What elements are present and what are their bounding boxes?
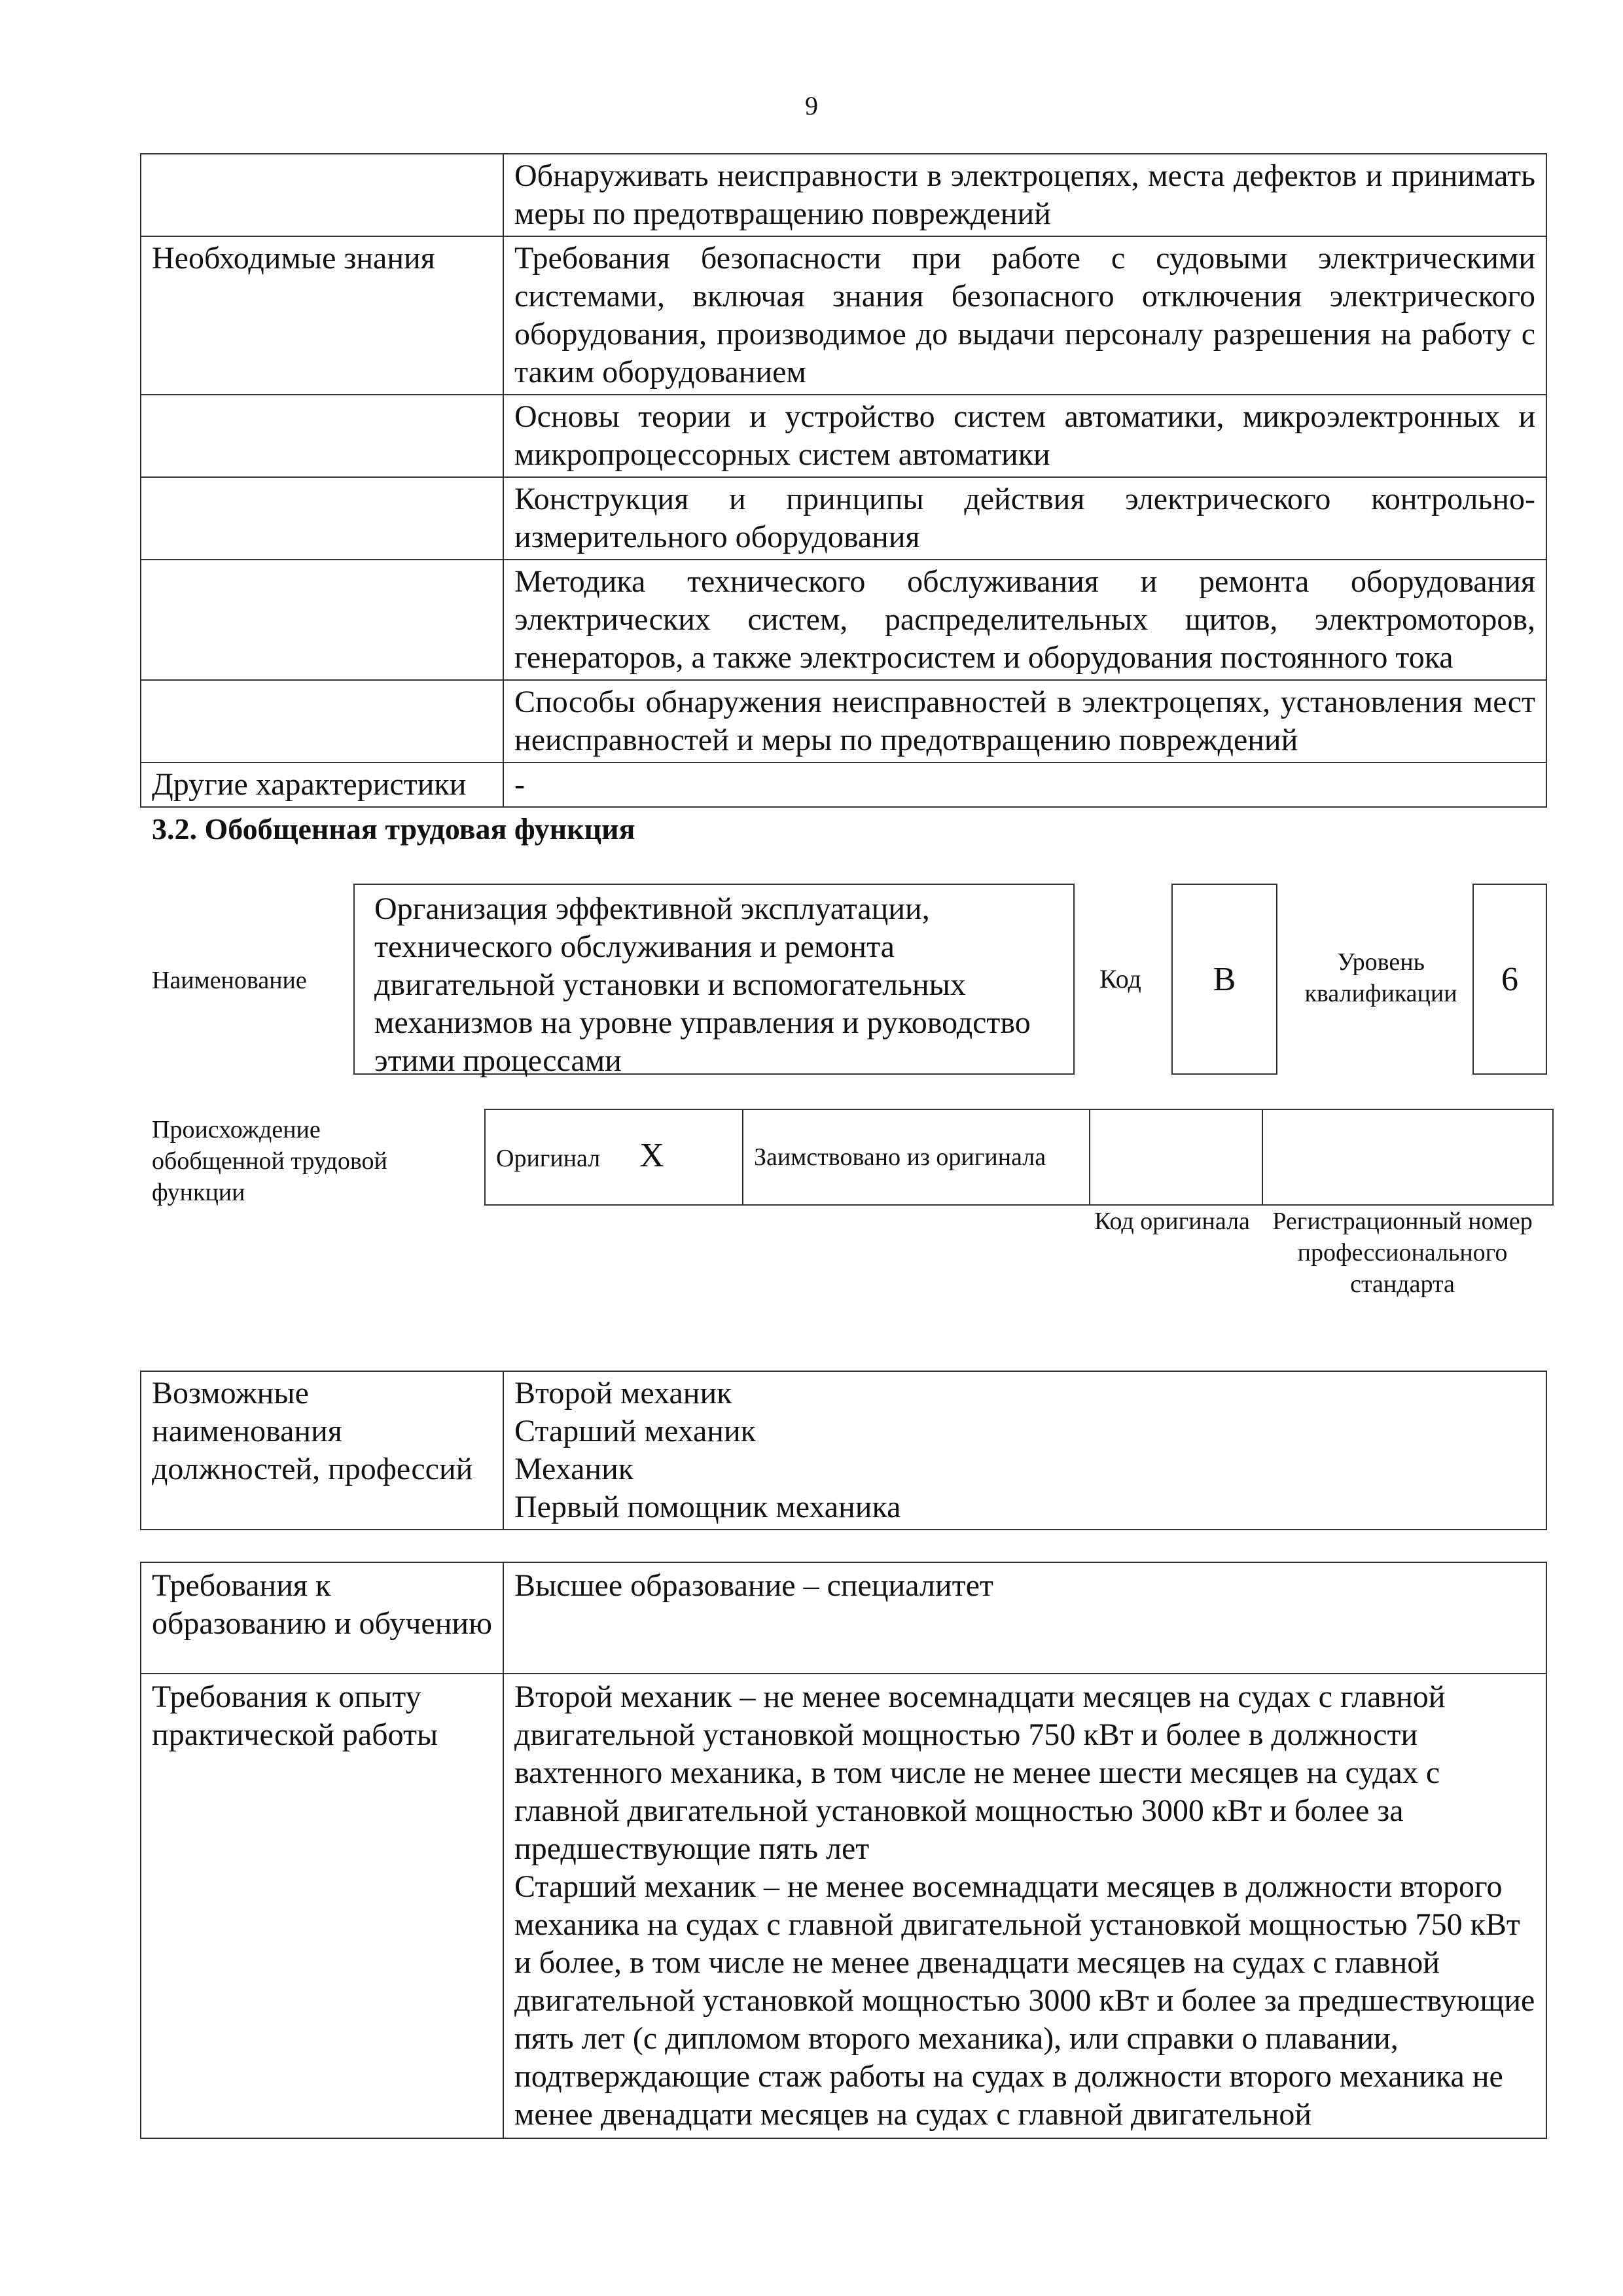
list-item: Механик — [514, 1452, 634, 1486]
borrowed-label: Заимствовано из оригинала — [743, 1109, 1090, 1205]
code-original-cell — [1090, 1109, 1262, 1205]
table-row — [141, 680, 1546, 762]
table-row — [141, 1674, 1546, 2138]
table-row — [141, 154, 1546, 236]
row-label: Другие характеристики — [141, 762, 503, 807]
row-label — [141, 560, 503, 680]
reg-number-cell — [1262, 1109, 1553, 1205]
function-name-box: Организация эффективной эксплуатации, технического обслуживания и ремонта двигательной установки и вспомогательных механизмов на уровне управления и руководство этими процессами — [353, 884, 1075, 1075]
row-text: Основы теории и устройство систем автоматики, микроэлектронных и микропроцессорных систем автоматики — [503, 395, 1546, 477]
experience-paragraph: Старший механик – не менее восемнадцати месяцев в должности второго механика на судах с главной двигательной установкой мощностью 750 кВт и более, в том числе не менее двенадцати месяцев на судах с главной двигательной установкой мощностью 3000 кВт и более за предшествующие пять лет (с дипломом второго механика), или справки о плавании, подтверждающие стаж работы на судах в должности второго механика не менее двенадцати месяцев на судах с главной двигательной — [514, 1869, 1535, 2132]
experience-label: Требования к опыту практической работы — [141, 1674, 503, 2138]
row-text: Требования безопасности при работе с судовыми электрическими системами, включая знания безопасного отключения электрического оборудования, производимое до выдачи персоналу разрешения на работу с таким оборудованием — [503, 236, 1546, 395]
table-row — [141, 1562, 1546, 1674]
experience-value — [503, 1674, 1546, 2138]
positions-table — [140, 1371, 1547, 1530]
row-text: Обнаруживать неисправности в электроцепях, места дефектов и принимать меры по предотвращению повреждений — [503, 154, 1546, 236]
knowledge-table — [140, 153, 1547, 808]
original-cell — [485, 1109, 743, 1205]
row-text: - — [503, 762, 1546, 807]
row-text: Конструкция и принципы действия электрического контрольно-измерительного оборудования — [503, 477, 1546, 560]
row-label: Необходимые знания — [141, 236, 503, 395]
name-label: Наименование — [152, 967, 307, 994]
original-mark: X — [639, 1137, 664, 1174]
table-row — [141, 477, 1546, 560]
requirements-table — [140, 1562, 1547, 2139]
list-item: Старший механик — [514, 1414, 756, 1448]
reg-number-caption: Регистрационный номер профессионального стандарта — [1272, 1208, 1533, 1298]
table-row — [141, 1371, 1546, 1530]
row-label — [141, 680, 503, 762]
row-label — [141, 154, 503, 236]
table-row — [485, 1109, 1553, 1205]
code-value-box: B — [1171, 884, 1277, 1075]
original-label: Оригинал — [496, 1145, 601, 1172]
qualification-level-box: 6 — [1472, 884, 1547, 1075]
education-label: Требования к образованию и обучению — [141, 1562, 503, 1674]
code-original-caption: Код оригинала — [1094, 1208, 1250, 1235]
section-title: 3.2. Обобщенная трудовая функция — [152, 812, 635, 846]
row-text: Способы обнаружения неисправностей в электроцепях, установления мест неисправностей и меры по предотвращению повреждений — [503, 680, 1546, 762]
row-label — [141, 477, 503, 560]
experience-paragraph: Второй механик – не менее восемнадцати месяцев на судах с главной двигательной установкой мощностью 750 кВт и более в должности вахтенного механика, в том числе не менее шести месяцев на судах с главной двигательной установкой мощностью 3000 кВт и более за предшествующие пять лет — [514, 1679, 1446, 1866]
row-text: Методика технического обслуживания и ремонта оборудования электрических систем, распределительных щитов, электромоторов, генераторов, а также электросистем и оборудования постоянного тока — [503, 560, 1546, 680]
education-value: Высшее образование – специалитет — [503, 1562, 1546, 1674]
page-number: 9 — [805, 91, 818, 120]
table-row — [141, 560, 1546, 680]
list-item: Первый помощник механика — [514, 1490, 901, 1524]
qualification-level-label: Уровень квалификации — [1304, 948, 1457, 1007]
positions-list — [503, 1371, 1546, 1530]
table-row — [141, 762, 1546, 807]
list-item: Второй механик — [514, 1376, 732, 1410]
positions-label: Возможные наименования должностей, профессий — [141, 1371, 503, 1530]
row-label — [141, 395, 503, 477]
origin-label: Происхождение обобщенной трудовой функции — [152, 1116, 387, 1206]
origin-table — [484, 1109, 1554, 1206]
code-label: Код — [1099, 964, 1141, 994]
table-row — [141, 236, 1546, 395]
table-row — [141, 395, 1546, 477]
